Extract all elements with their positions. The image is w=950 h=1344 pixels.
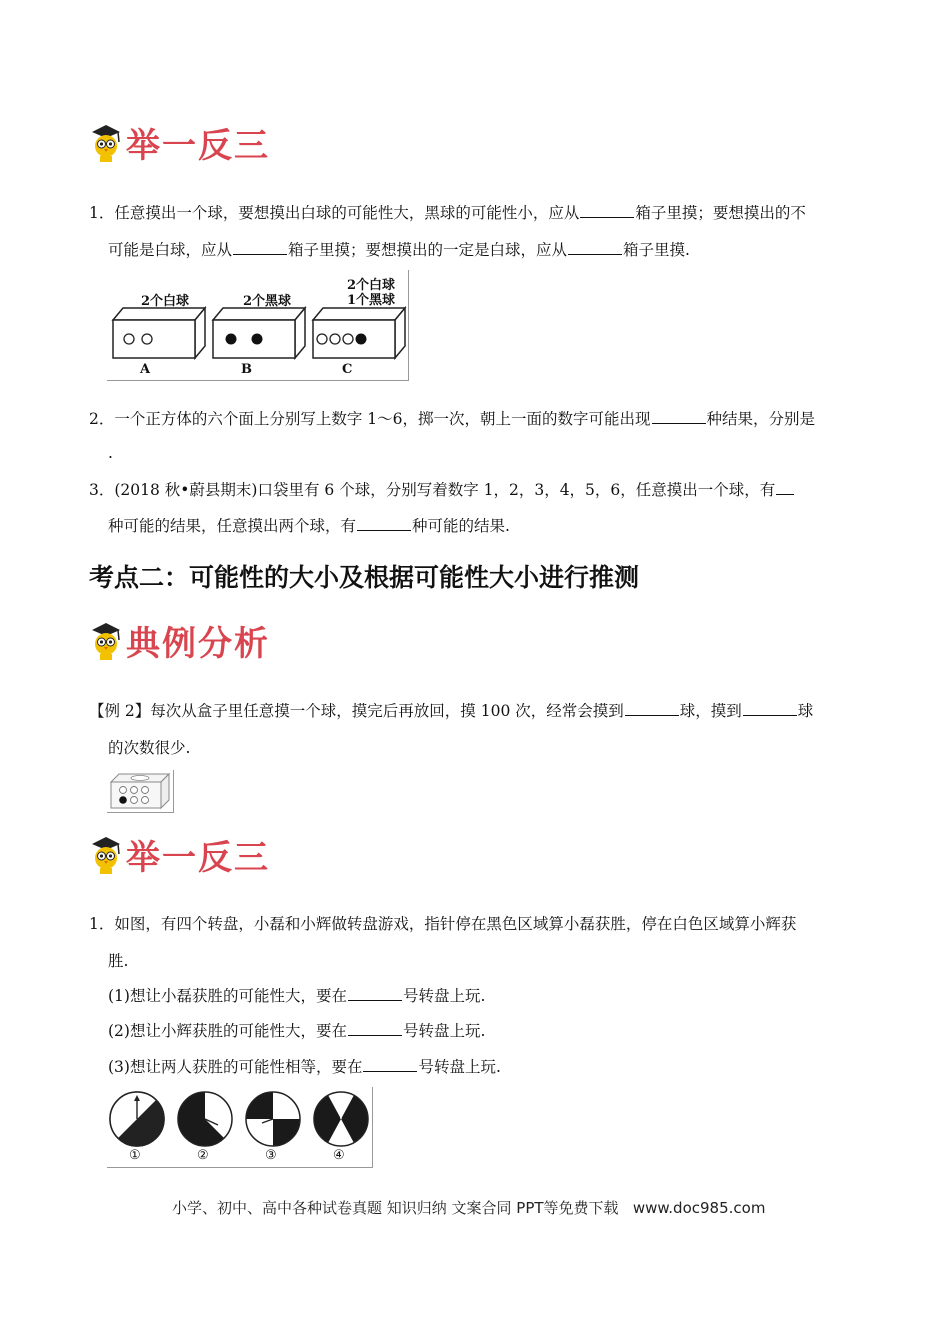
q1-line2	[108, 240, 690, 260]
section-title: 考点二：可能性的大小及根据可能性大小进行推测	[89, 563, 640, 592]
q3-text-a: 3．(2018 秋•蔚县期末)口袋里有 6 个球，分别写着数字 1，2，3，4，5，6，任意摸出一个球，有	[89, 481, 776, 499]
example2-text-a: 【例 2】每次从盒子里任意摸一个球，摸完后再放回，摸 100 次，经常会摸到	[89, 702, 624, 720]
spinner-label-4: ④	[333, 1148, 345, 1163]
box-b	[213, 308, 305, 358]
box-a-caption: 2个白球	[141, 294, 190, 309]
q3-text-b: 种可能的结果，任意摸出两个球，有	[108, 517, 357, 535]
spinner-label-2: ②	[197, 1148, 209, 1163]
answer-blank[interactable]	[568, 240, 622, 255]
spinner-q-sub3	[108, 1057, 501, 1077]
answer-blank[interactable]	[625, 701, 679, 716]
answer-blank[interactable]	[776, 480, 794, 495]
ball-box-figure	[107, 770, 174, 813]
example2-text-c: 球	[797, 702, 814, 720]
answer-blank[interactable]	[363, 1057, 417, 1072]
box-b-caption: 2个黑球	[243, 294, 292, 309]
q1-text-a: 1．任意摸出一个球，要想摸出白球的可能性大，黑球的可能性小，应从	[89, 204, 580, 222]
answer-blank[interactable]	[743, 701, 797, 716]
owl-mascot-icon	[90, 834, 122, 876]
example2-text-b: 球，摸到	[679, 702, 742, 720]
answer-blank[interactable]	[233, 240, 287, 255]
answer-blank[interactable]	[357, 516, 411, 531]
owl-mascot-icon	[90, 122, 122, 164]
box-c-caption-1: 2个白球	[347, 278, 396, 293]
spinner-4	[314, 1092, 368, 1147]
sub3-text-b: 号转盘上玩.	[418, 1058, 501, 1076]
example2-line1	[89, 701, 813, 721]
example-badge-text: 典例分析	[126, 624, 270, 664]
boxes-figure	[107, 270, 409, 381]
practice-badge-2	[90, 830, 270, 879]
box-c-label: C	[342, 362, 353, 377]
q1-text-d: 箱子里摸；要想摸出的一定是白球，应从	[288, 241, 568, 259]
sub1-text-b: 号转盘上玩.	[402, 987, 486, 1005]
example-badge	[90, 616, 270, 665]
q1-text-b: 箱子里摸；要想摸出的不	[635, 204, 806, 222]
example2-line2: 的次数很少.	[108, 739, 191, 757]
answer-blank[interactable]	[652, 409, 706, 424]
answer-blank[interactable]	[348, 986, 402, 1001]
spinners-figure	[107, 1087, 373, 1168]
spinner-3	[246, 1092, 300, 1146]
box-b-label: B	[241, 362, 252, 377]
sub3-text-a: (3)想让两人获胜的可能性相等，要在	[108, 1058, 363, 1076]
practice-badge-2-text: 举一反三	[126, 838, 270, 878]
practice-badge	[90, 118, 270, 167]
answer-blank[interactable]	[348, 1021, 402, 1036]
spinner-1	[110, 1092, 164, 1146]
box-a-label: A	[140, 362, 151, 377]
q2-text-b: 种结果，分别是	[706, 410, 816, 428]
owl-mascot-icon	[90, 620, 122, 662]
spinner-2	[178, 1092, 232, 1146]
footer-text: 小学、初中、高中各种试卷真题 知识归纳 文案合同 PPT等免费下载 www.doc985.com	[172, 1199, 766, 1217]
q2-text-a: 2．一个正方体的六个面上分别写上数字 1～6，掷一次，朝上一面的数字可能出现	[89, 410, 651, 428]
q2-line2: .	[108, 444, 113, 462]
spinner-q-line2: 胜.	[108, 952, 129, 970]
sub1-text-a: (1)想让小磊获胜的可能性大，要在	[108, 987, 347, 1005]
q2-line1	[89, 409, 815, 429]
q1-line1	[89, 203, 806, 223]
q3-line1	[89, 480, 795, 500]
answer-blank[interactable]	[580, 203, 634, 218]
practice-badge-text: 举一反三	[126, 126, 270, 166]
spinner-label-3: ③	[265, 1148, 277, 1163]
q1-text-c: 可能是白球，应从	[108, 241, 233, 259]
spinner-q-sub2	[108, 1021, 485, 1041]
q3-text-c: 种可能的结果.	[412, 517, 510, 535]
q1-text-e: 箱子里摸.	[623, 241, 690, 259]
box-c-caption-2: 1个黑球	[347, 293, 396, 308]
box-c	[313, 308, 405, 358]
spinner-q-line1: 1．如图，有四个转盘，小磊和小辉做转盘游戏，指针停在黑色区域算小磊获胜，停在白色区域算小辉获	[89, 915, 797, 933]
sub2-text-a: (2)想让小辉获胜的可能性大，要在	[108, 1022, 347, 1040]
sub2-text-b: 号转盘上玩.	[402, 1022, 486, 1040]
box-a	[113, 308, 205, 358]
q3-line2	[108, 516, 510, 536]
spinner-label-1: ①	[129, 1148, 141, 1163]
spinner-q-sub1	[108, 986, 485, 1006]
